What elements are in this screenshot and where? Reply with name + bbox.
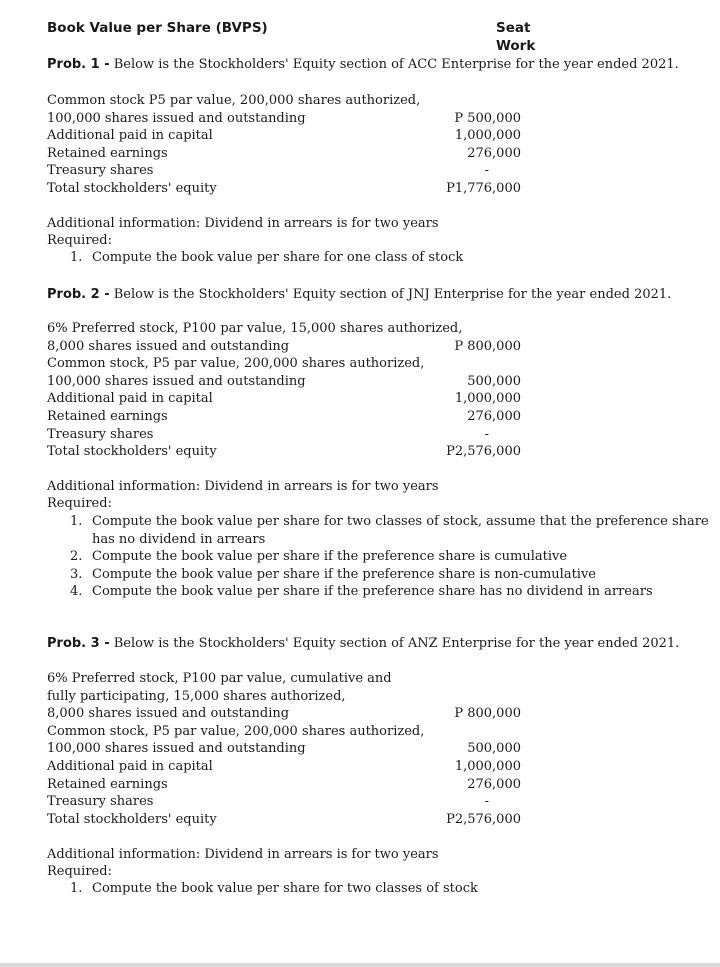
problem-2-intro: Below is the Stockholders' Equity section of JNJ Enterprise for the year ended 2021. bbox=[113, 287, 672, 302]
list-item: 1. Compute the book value per share for two classes of stock, assume that the preference share has no dividend in arrears bbox=[70, 514, 709, 547]
bottom-divider bbox=[0, 963, 720, 967]
equity-line: 100,000 shares issued and outstanding P 500,000 bbox=[47, 110, 521, 126]
equity-line: Common stock, P5 par value, 200,000 shares authorized, bbox=[47, 723, 425, 739]
equity-line: Treasury shares - bbox=[47, 794, 489, 810]
list-item: 1. Compute the book value per share for two classes of stock bbox=[70, 881, 478, 896]
equity-line: Treasury shares - bbox=[47, 163, 489, 179]
equity-line: Retained earnings 276,000 bbox=[47, 776, 521, 792]
document-header bbox=[47, 20, 570, 54]
problem-1-required-label: Required: bbox=[47, 233, 112, 248]
problem-3-required-label: Required: bbox=[47, 864, 112, 879]
document-title: Book Value per Share (BVPS) bbox=[47, 20, 268, 36]
equity-line: Common stock, P5 par value, 200,000 shares authorized, bbox=[47, 356, 425, 372]
problem-1-equity-table bbox=[47, 92, 527, 198]
equity-line: 8,000 shares issued and outstanding P 800,000 bbox=[47, 706, 521, 722]
problem-3-label: Prob. 3 - bbox=[47, 636, 110, 651]
problem-1-additional-info: Additional information: Dividend in arrears is for two years bbox=[47, 216, 439, 231]
list-item: 1. Compute the book value per share for one class of stock bbox=[70, 250, 464, 265]
problem-2-additional-info: Additional information: Dividend in arrears is for two years bbox=[47, 479, 439, 494]
equity-line: fully participating, 15,000 shares authorized, bbox=[47, 688, 346, 704]
equity-line: Treasury shares - bbox=[47, 426, 489, 442]
problem-2-label: Prob. 2 - bbox=[47, 287, 110, 302]
problem-3-equity-table bbox=[47, 670, 527, 828]
problem-3-intro: Below is the Stockholders' Equity section of ANZ Enterprise for the year ended 2021. bbox=[113, 636, 680, 651]
seat-work-label: Seat Work bbox=[496, 20, 536, 54]
equity-total-line: Total stockholders' equity P1,776,000 bbox=[47, 180, 521, 196]
problem-2-required-list bbox=[70, 513, 710, 601]
problem-2-required-label: Required: bbox=[47, 496, 112, 511]
equity-line: 6% Preferred stock, P100 par value, 15,000 shares authorized, bbox=[47, 321, 463, 336]
list-item: 3. Compute the book value per share if the preference share is non-cumulative bbox=[70, 566, 596, 582]
problem-1-label: Prob. 1 - bbox=[47, 57, 110, 72]
equity-line: Common stock P5 par value, 200,000 shares authorized, bbox=[47, 93, 421, 108]
equity-line: 100,000 shares issued and outstanding 500,000 bbox=[47, 373, 521, 389]
equity-line: Retained earnings 276,000 bbox=[47, 145, 521, 161]
equity-line: 8,000 shares issued and outstanding P 800,000 bbox=[47, 338, 521, 354]
problem-1-heading bbox=[47, 56, 679, 74]
equity-line: Retained earnings 276,000 bbox=[47, 408, 521, 424]
equity-line: 100,000 shares issued and outstanding 500,000 bbox=[47, 741, 521, 757]
problem-2-equity-table bbox=[47, 320, 527, 461]
problem-3-additional-info: Additional information: Dividend in arrears is for two years bbox=[47, 847, 439, 862]
list-item: 4. Compute the book value per share if the preference share has no dividend in arrears bbox=[70, 584, 653, 600]
equity-total-line: Total stockholders' equity P2,576,000 bbox=[47, 444, 521, 460]
problem-3-required-list bbox=[70, 880, 710, 898]
problem-1-required-list bbox=[70, 249, 710, 267]
equity-total-line: Total stockholders' equity P2,576,000 bbox=[47, 811, 521, 827]
list-item: 2. Compute the book value per share if the preference share is cumulative bbox=[70, 549, 568, 565]
equity-line: Additional paid in capital 1,000,000 bbox=[47, 758, 521, 774]
equity-line: 6% Preferred stock, P100 par value, cumulative and bbox=[47, 671, 392, 686]
problem-2-heading bbox=[47, 286, 671, 304]
problem-3-heading bbox=[47, 635, 679, 653]
problem-1-intro: Below is the Stockholders' Equity section of ACC Enterprise for the year ended 2021. bbox=[113, 57, 679, 72]
equity-line: Additional paid in capital 1,000,000 bbox=[47, 128, 521, 144]
equity-line: Additional paid in capital 1,000,000 bbox=[47, 391, 521, 407]
